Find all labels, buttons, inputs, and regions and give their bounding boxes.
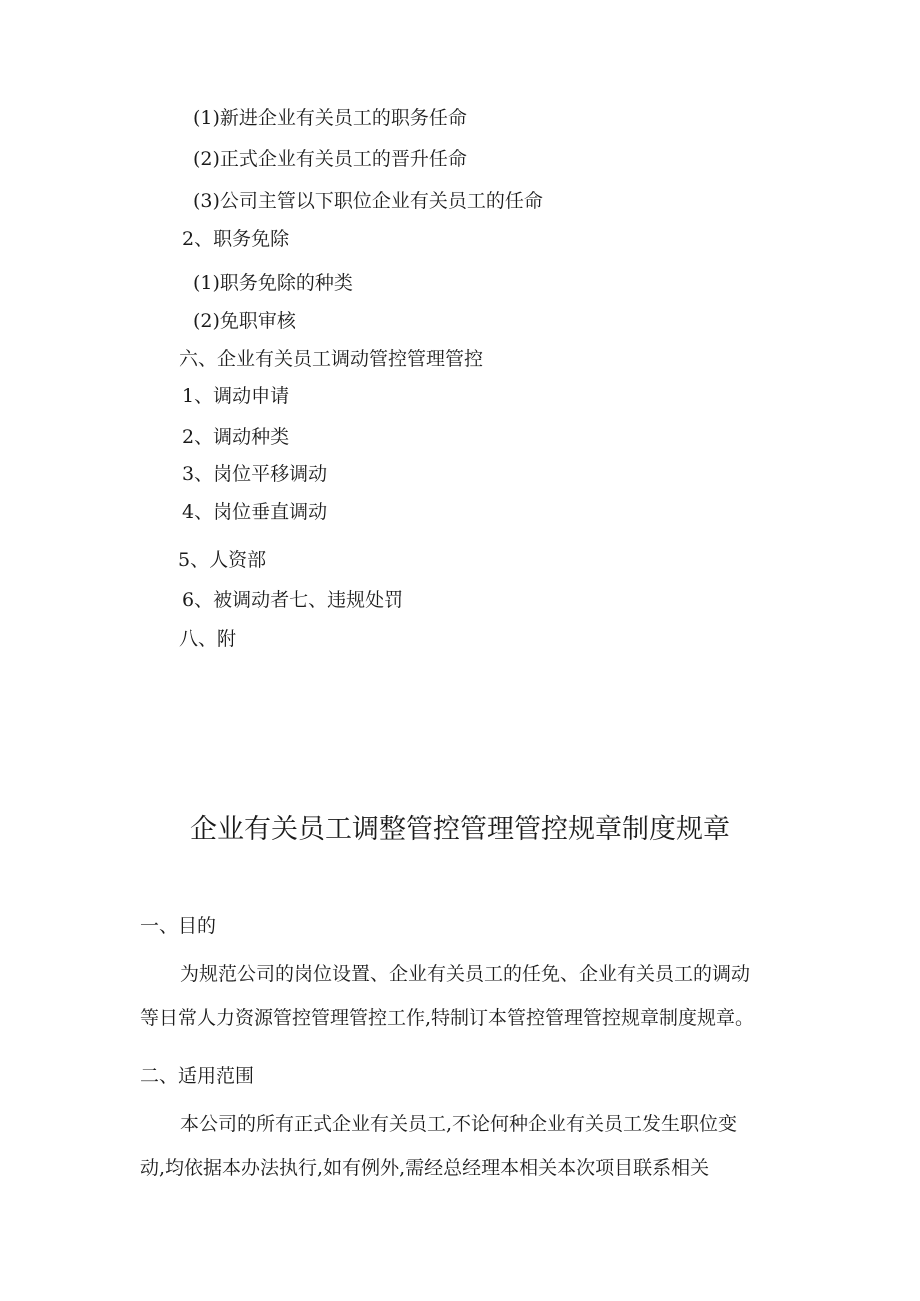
outline-item-2-1: (1)职务免除的种类 <box>193 272 353 294</box>
outline-item-6-3: 3、岗位平移调动 <box>182 463 328 485</box>
section-paragraph-scope <box>140 1102 785 1190</box>
outline-item-6-6: 6、被调动者七、违规处罚 <box>182 589 404 611</box>
outline-section-6: 六、企业有关员工调动管控管理管控 <box>179 348 484 370</box>
outline-item-1-1: (1)新进企业有关员工的职务任命 <box>193 107 467 129</box>
document-title: 企业有关员工调整管控管理管控规章制度规章 <box>190 814 730 845</box>
outline-item-1-3: (3)公司主管以下职位企业有关员工的任命 <box>193 190 543 212</box>
outline-item-6-4: 4、岗位垂直调动 <box>182 501 328 523</box>
paragraph-line: 等日常人力资源管控管理管控工作,特制订本管控管理管控规章制度规章。 <box>140 1007 755 1029</box>
outline-item-1-2: (2)正式企业有关员工的晋升任命 <box>193 148 467 170</box>
paragraph-line: 为规范公司的岗位设置、企业有关员工的任免、企业有关员工的调动 <box>180 963 751 985</box>
section-paragraph-purpose <box>140 952 785 1040</box>
outline-item-6-5: 5、人资部 <box>178 549 267 571</box>
paragraph-line: 本公司的所有正式企业有关员工,不论何种企业有关员工发生职位变 <box>180 1113 738 1135</box>
outline-item-2: 2、职务免除 <box>182 228 290 250</box>
section-heading-purpose: 一、目的 <box>140 915 217 937</box>
outline-section-8: 八、附 <box>179 628 237 650</box>
section-heading-scope: 二、适用范围 <box>140 1065 255 1087</box>
outline-item-2-2: (2)免职审核 <box>193 310 296 332</box>
outline-item-6-2: 2、调动种类 <box>182 426 290 448</box>
paragraph-line: 动,均依据本办法执行,如有例外,需经总经理本相关本次项目联系相关 <box>140 1157 710 1179</box>
outline-item-6-1: 1、调动申请 <box>182 385 290 407</box>
